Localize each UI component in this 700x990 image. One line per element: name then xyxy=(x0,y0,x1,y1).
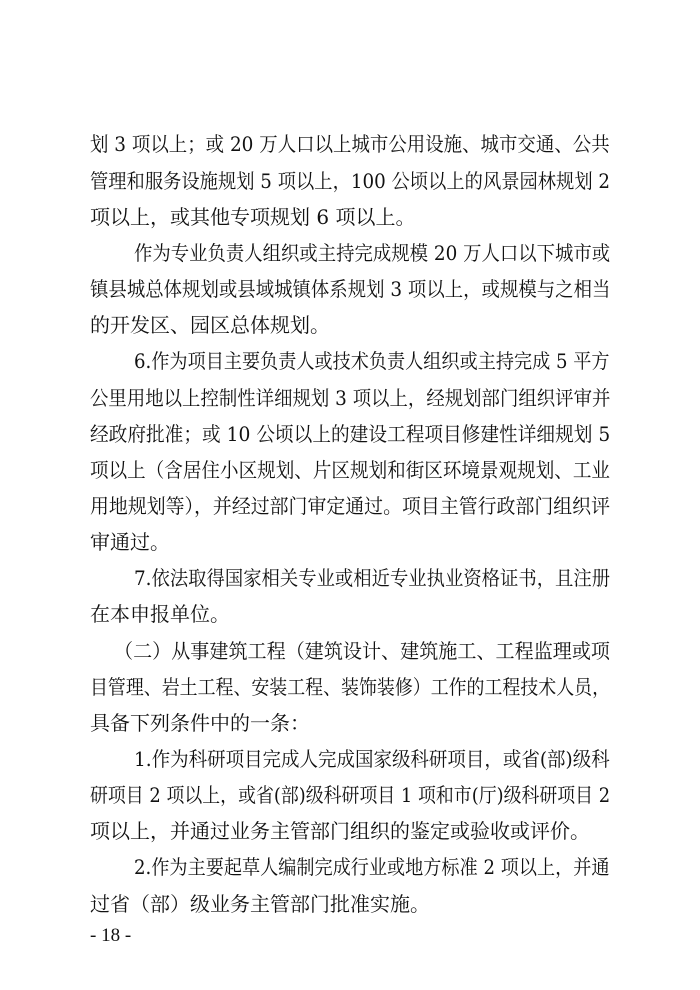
text-line: 审通过。 xyxy=(90,530,170,554)
text-line: 项以上（含居住小区规划、片区规划和街区环境景观规划、工业 xyxy=(90,458,610,482)
text-line: （二）从事建筑工程（建筑设计、建筑施工、工程监理或项 xyxy=(114,639,610,663)
page-number: - 18 - xyxy=(90,925,132,946)
text-line: 研项目 2 项以上，或省(部)级科研项目 1 项和市(厅)级科研项目 2 xyxy=(90,783,611,807)
text-line: 镇县城总体规划或县域城镇体系规划 3 项以上，或规模与之相当 xyxy=(90,277,611,301)
text-line: 在本申报单位。 xyxy=(90,602,230,626)
text-line: 过省（部）级业务主管部门批准实施。 xyxy=(90,892,430,916)
text-line: 7.依法取得国家相关专业或相近专业执业资格证书，且注册 xyxy=(134,566,611,590)
text-line: 2.作为主要起草人编制完成行业或地方标准 2 项以上，并通 xyxy=(134,855,610,879)
text-line: 公里用地以上控制性详细规划 3 项以上，经规划部门组织评审并 xyxy=(90,386,611,410)
text-line: 管理和服务设施规划 5 项以上，100 公顷以上的风景园林规划 2 xyxy=(90,169,611,193)
text-line: 具备下列条件中的一条： xyxy=(90,711,310,735)
text-line: 作为专业负责人组织或主持完成规模 20 万人口以下城市或 xyxy=(134,241,611,265)
text-line: 1.作为科研项目完成人完成国家级科研项目，或省(部)级科 xyxy=(134,747,610,771)
text-line: 经政府批准；或 10 公顷以上的建设工程项目修建性详细规划 5 xyxy=(90,422,611,446)
text-line: 用地规划等），并经过部门审定通过。项目主管行政部门组织评 xyxy=(90,494,610,518)
text-line: 目管理、岩土工程、安装工程、装饰装修）工作的工程技术人员， xyxy=(90,675,610,699)
text-line: 的开发区、园区总体规划。 xyxy=(90,313,330,337)
text-line: 划 3 项以上；或 20 万人口以上城市公用设施、城市交通、公共 xyxy=(90,132,610,156)
text-line: 项以上，或其他专项规划 6 项以上。 xyxy=(90,205,416,229)
text-line: 项以上，并通过业务主管部门组织的鉴定或验收或评价。 xyxy=(90,819,590,843)
text-line: 6.作为项目主要负责人或技术负责人组织或主持完成 5 平方 xyxy=(134,349,610,373)
